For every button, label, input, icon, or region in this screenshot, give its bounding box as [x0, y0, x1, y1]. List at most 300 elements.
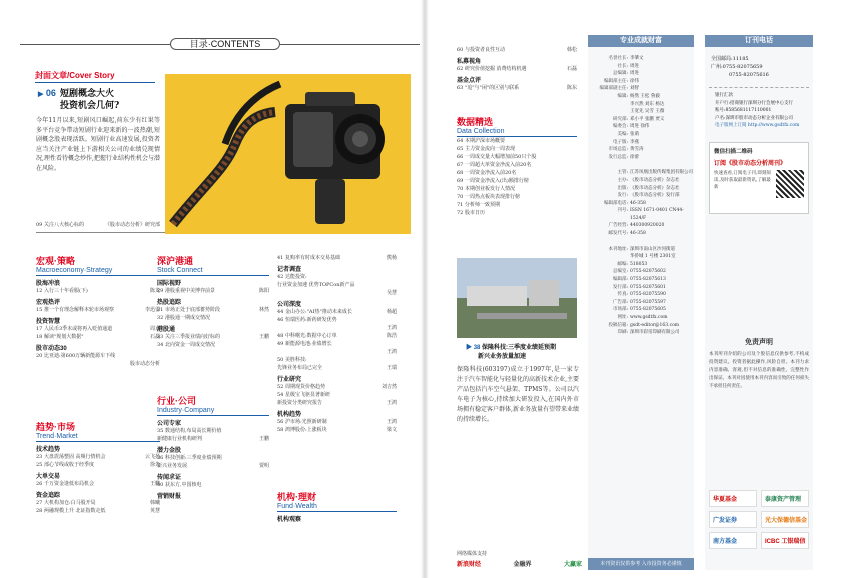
phone-3: 0755-82075616	[729, 72, 769, 78]
toc-item[interactable]	[36, 480, 160, 488]
toc-item[interactable]	[277, 364, 397, 372]
industry-section	[157, 394, 269, 500]
data-item[interactable]	[457, 193, 577, 201]
info-row	[588, 108, 694, 116]
category-heading: 大单交易	[36, 474, 61, 480]
toc-item-author: 韩松	[566, 47, 577, 53]
info-row	[588, 154, 694, 162]
toc-item[interactable]	[277, 340, 397, 348]
fund-subtitle: Fund·Wealth	[277, 503, 317, 510]
toc-item-title: 42 达能投资:	[277, 274, 307, 280]
info-row	[588, 139, 694, 147]
toc-item[interactable]	[277, 426, 397, 434]
toc-item-author: 王鸿	[386, 419, 397, 425]
toc-item[interactable]	[277, 289, 397, 297]
data-item[interactable]	[457, 137, 577, 145]
publisher-rows	[588, 161, 694, 237]
info-row	[588, 146, 694, 154]
data-item[interactable]	[457, 161, 577, 169]
info-value: 黄雪涛	[630, 147, 644, 153]
toc-item-title: 15 推一个有理念解释本轮市场观察	[36, 307, 114, 313]
info-row	[588, 63, 694, 71]
data-item[interactable]	[457, 201, 577, 209]
feature-headline[interactable]	[466, 342, 581, 360]
toc-item[interactable]	[277, 399, 397, 407]
info-row	[588, 284, 694, 292]
toc-item-author: 梁文	[386, 427, 397, 433]
toc-item[interactable]	[36, 507, 160, 515]
toc-item-author: 陈浩	[386, 333, 397, 339]
info-value: 深圳市南山区沙河街道	[630, 246, 675, 252]
info-value: 深圳市彩帝印刷有限公司	[630, 330, 680, 336]
info-key: 印刷:	[617, 330, 628, 336]
info-key	[588, 101, 628, 109]
page-gutter	[421, 0, 429, 578]
toc-item-author: 石磊	[566, 66, 577, 72]
film-camera-icon	[165, 74, 411, 234]
cover-photo-camera	[165, 74, 411, 234]
toc-item[interactable]	[277, 383, 397, 391]
factory-building-icon	[457, 258, 577, 338]
info-key: 本刊地址:	[608, 246, 628, 252]
info-value: 江苏凤凰出版传媒集团有限公司	[630, 170, 693, 176]
category-heading: 营销财报	[157, 494, 182, 500]
info-value: 徐蕾	[630, 154, 639, 160]
info-key: 编辑部副主任:	[599, 86, 628, 92]
category-heading: 公司专家	[157, 421, 182, 427]
info-value: 徐伟	[630, 78, 639, 84]
info-key: 传真:	[617, 292, 628, 298]
feature-body: 保隆科技(603197)成立于1997年,是一家专注于汽车智能化与轻量化的高新技术企业,主要产品包括汽车空气悬架、TPMS等。公司以汽车电子为核心,持续加大研发投入,在国内外市场拥有稳定客户群体,新业务放量有望带来业绩的持续增长。	[457, 366, 579, 423]
data-item-title: 67 一周超大单资金净流入前20名	[457, 162, 532, 168]
info-value: 《股市动态分析》杂志社	[630, 185, 680, 191]
toc-item-author: 王鹏	[258, 334, 269, 340]
info-value: 《股市动态分析》杂志社	[630, 177, 680, 183]
info-value: 李燕	[630, 139, 639, 145]
trend-section	[36, 420, 160, 515]
info-value: ISSN 1671-0401 CN44-1524/F	[630, 208, 684, 221]
info-key	[588, 108, 628, 116]
cover-story-number	[38, 88, 56, 98]
toc-item-title: 56 沪市场:光照新研制	[277, 419, 327, 425]
dayingjia-logo: 大赢家	[563, 562, 582, 568]
toc-item-author: 杨超	[386, 309, 397, 315]
cover-headline[interactable]	[60, 88, 119, 112]
toc-item[interactable]	[157, 435, 269, 443]
info-key: 研究部:	[612, 116, 628, 122]
info-row	[588, 291, 694, 299]
cover-body-text: 今年11月以来,短剧风口崛起,荷东少有红果等多平台竞争带动短剧行业迎来新的一波热潮,短剧概念股表现活跃。短剧行业高速发展,投资者应当关注产业链上下游相关公司的业绩兑现情况,理性看待概念炒作,把握行业结构性机会与潜在风险。	[36, 117, 160, 172]
info-key: 编委会:	[612, 124, 628, 130]
info-key: 总编辑:	[612, 71, 628, 77]
macro-list	[36, 278, 160, 368]
info-value: gsdt-editor@163.com	[630, 322, 680, 328]
info-key: 市场总监:	[608, 147, 628, 153]
cover-story-section	[35, 70, 155, 83]
toc-item-author: 林然	[258, 307, 269, 313]
category-heading: 宏观热评	[36, 300, 61, 306]
info-row	[588, 246, 694, 254]
info-row	[588, 306, 694, 314]
bank-name: 户名:深圳市股市动态分析企业有限公司	[715, 115, 794, 121]
info-key: 广告部:	[612, 299, 628, 305]
info-value: 0755-82075605	[630, 307, 666, 313]
toc-item[interactable]	[36, 499, 160, 507]
website-link[interactable]: 电子版网上订阅 http://www.gsdtfx.com	[715, 123, 800, 128]
toc-item[interactable]	[277, 418, 397, 426]
data-item-title: 72 股市日历	[457, 210, 485, 216]
factory-photo	[457, 258, 577, 338]
industry-subtitle: Industry·Company	[157, 407, 215, 414]
toc-item-author: 陈阳	[258, 288, 269, 294]
category-heading: 国际视野	[157, 281, 182, 287]
toc-item[interactable]	[277, 356, 397, 364]
info-row	[588, 192, 694, 200]
toc-item-author: 王鸿	[386, 325, 397, 331]
data-item[interactable]	[457, 209, 577, 217]
toc-item-title: 46 恒瑞医药:新药研发优势	[277, 317, 337, 323]
category-heading: 技术趋势	[36, 447, 61, 453]
data-item-title: 70 本期创业板发行人情况	[457, 186, 515, 192]
info-key: 邮编:	[617, 261, 628, 267]
disclaimer-block	[709, 333, 809, 391]
wechat-block	[709, 142, 809, 214]
toc-item[interactable]	[36, 287, 160, 295]
stock-section	[157, 254, 269, 349]
contents-label: 目录·CONTENTS	[170, 38, 280, 50]
info-value: 杨然 王松 鲁毅	[630, 93, 660, 99]
feature-number: 38	[473, 345, 481, 351]
toc-item-title: 36 科技创新:三季度业绩预期	[157, 455, 222, 461]
data-item-title: 70 一周热点板块表现排行榜	[457, 194, 520, 200]
data-item-title: 69 一周资金净流入(出)额排行榜	[457, 178, 529, 184]
data-item[interactable]	[457, 185, 577, 193]
info-row	[588, 268, 694, 276]
info-value: 周进 徐伟	[630, 124, 650, 130]
bank-branch: 开户行:招商银行深圳分行会展中心支行	[715, 100, 794, 106]
info-value: 46-358	[630, 231, 646, 237]
info-value: 440300920020	[630, 223, 665, 229]
toc-item[interactable]	[157, 333, 269, 341]
info-value: 邓小平 张鹏 贾义	[630, 116, 665, 122]
info-value: 46-358	[630, 200, 646, 206]
cover-headline-line1: 短剧概念大火	[60, 89, 115, 99]
info-value: www.gsdtfx.com	[630, 315, 668, 320]
toc-item-author: 王瑞	[386, 365, 397, 371]
phone-2: 广州:0755-82075659	[711, 64, 763, 70]
toc-item-author: 股市动态分析	[129, 361, 160, 367]
data-section	[457, 115, 577, 217]
info-row	[588, 70, 694, 78]
data-item-title: 65 主力资金流向一周表现	[457, 146, 515, 152]
toc-item-title: 20 比亚迪:第600万辆新能源车下线	[36, 353, 116, 359]
toc-item-title: 58 鸿博股份:上涨板块	[277, 427, 327, 433]
toc-item-author: 云飞扬	[144, 454, 160, 460]
contents-header	[20, 38, 420, 50]
info-key: 广告经营:	[608, 223, 628, 229]
trend-title: 趋势·市场	[36, 422, 75, 432]
info-key: 主办:	[617, 177, 628, 183]
toc-item[interactable]	[36, 352, 160, 360]
toc-item-title: 33 关注三季报业绩向好标的	[157, 334, 220, 340]
toc-item[interactable]	[157, 314, 269, 322]
info-key: 发行部:	[612, 284, 628, 290]
info-value: 0755-82075602	[630, 269, 666, 275]
toc-item-author: 韩曦	[149, 500, 160, 506]
toc-item-author: 吴慧	[386, 290, 397, 296]
toc-item[interactable]	[157, 462, 269, 470]
category-heading: 基金点评	[457, 78, 482, 84]
wechat-subtitle: 订阅《股市动态分析周刊》	[714, 160, 787, 167]
info-key: 电子版:	[612, 139, 628, 145]
toc-item-title: 29 港股重视中美博弈前景	[157, 288, 215, 294]
toc-item[interactable]	[277, 348, 397, 356]
disclaimer-title: 免责声明	[745, 339, 773, 346]
masthead-footer: 本刊资讯仅供参考 入市投资务必谨慎	[588, 558, 694, 570]
jrj-logo: 金融界	[513, 562, 532, 568]
toc-item-title: 28 两融规模上升 北证指数走低	[36, 508, 106, 514]
info-key: 邮发代号:	[608, 231, 628, 237]
info-key: 编辑部主任:	[603, 78, 628, 84]
toc-item[interactable]	[157, 481, 269, 489]
toc-item-author: 熊杨	[386, 255, 397, 261]
masthead-title: 专业成就财富	[588, 35, 694, 47]
info-key: 出版:	[617, 185, 628, 191]
toc-item-title: 31 市场正处于底部蓄势阶段	[157, 307, 220, 313]
toc-item-author: 周京	[149, 326, 160, 332]
contact-rows	[588, 238, 694, 337]
arrow-right-icon: ▶	[466, 345, 473, 351]
toc-item-title: 25 部心节线或收于经季度	[36, 462, 94, 468]
info-row	[588, 200, 694, 208]
toc-item-author: 陈龙	[149, 288, 160, 294]
sponsor-label: 网络媒体支持	[457, 551, 488, 557]
toc-item[interactable]	[457, 65, 577, 73]
info-key: 社长:	[617, 63, 628, 69]
toc-item-title: 26 千万资金逢低布局机会	[36, 481, 94, 487]
info-row	[588, 85, 694, 93]
info-value: 0755-82075613	[630, 277, 666, 283]
qr-code-icon[interactable]	[776, 170, 804, 198]
category-heading: 记者调查	[277, 267, 302, 273]
info-key: 市场部:	[612, 307, 628, 313]
info-value: 张萌	[630, 131, 639, 137]
toc-item-title: 35 数通结构,布局高长期价值	[157, 428, 222, 434]
info-row	[588, 230, 694, 238]
info-row	[588, 329, 694, 337]
info-row	[588, 261, 694, 269]
masthead-rows	[588, 47, 694, 161]
info-key	[588, 253, 628, 261]
cover-page-number: 06	[45, 88, 56, 98]
category-heading: 股市动态30	[36, 346, 67, 352]
data-subtitle: Data Collection	[457, 128, 505, 135]
category-heading: 公司深度	[277, 302, 302, 308]
arrow-right-icon: ▶	[38, 91, 44, 98]
bank-block	[709, 87, 809, 134]
toc-item-author: 王鸿	[386, 400, 397, 406]
toc-item-author: 石磊	[149, 334, 160, 340]
wechat-title: 微信扫描二维码	[714, 148, 753, 155]
toc-item-author: 英慧	[149, 508, 160, 514]
info-row	[588, 93, 694, 101]
data-item[interactable]	[457, 145, 577, 153]
data-item[interactable]	[457, 177, 577, 185]
info-row	[588, 123, 694, 131]
sponsor-logo: 广发证券	[709, 511, 757, 528]
toc-item[interactable]	[36, 453, 160, 461]
toc-item-title: 54 星级宝飞驱显著新研	[277, 392, 330, 398]
info-value: 518053	[630, 261, 648, 267]
toc-item[interactable]	[157, 287, 269, 295]
toc-item[interactable]	[36, 333, 160, 341]
toc-item[interactable]	[457, 46, 577, 54]
cover-story-title: 封面文章/Cover Story	[35, 71, 115, 80]
toc-item-title: 44 金山办公:"AI热"推动未来成长	[277, 309, 352, 315]
toc-item[interactable]	[277, 281, 397, 289]
toc-item-title: 63 "追"与"闲"的区别与联系	[457, 85, 520, 91]
cover-foot-item[interactable]	[36, 221, 160, 229]
disclaimer-text: 本刊所刊介绍的公司及个股信息仅供参考,不构成投资建议。投资者据此操作,风险自担。本刊力求内容准确、客观,但不对信息的准确性、完整性作出保证。本刊对因使用本刊内容而引致的任何损失不承担任何责任。	[709, 352, 809, 389]
info-key: 编辑:	[617, 93, 628, 99]
info-key: 总编室:	[612, 269, 628, 275]
info-key: 发行:	[617, 193, 628, 199]
info-row	[588, 169, 694, 177]
toc-item-title: 17 人民币3季末或将再入贬值通道	[36, 326, 113, 332]
toc-item-title: 52 周期现货价格趋势	[277, 384, 325, 390]
toc-item-title: 34 北向资金一周成交情况	[157, 342, 215, 348]
info-value: 0755-82075597	[630, 299, 666, 305]
category-heading: 潜力金股	[157, 448, 182, 454]
info-row	[588, 78, 694, 86]
right-top-list	[457, 46, 577, 92]
fund-title: 机构·理财	[277, 492, 316, 502]
data-item[interactable]	[457, 153, 577, 161]
sponsor-logo: 光大保德信基金	[761, 511, 809, 528]
toc-item-title: 先锋业务布局已完全	[277, 365, 323, 371]
toc-item-title: 62 研究价值挖掘 消费结构机遇	[457, 66, 527, 72]
toc-item[interactable]	[157, 454, 269, 462]
info-row	[588, 116, 694, 124]
fund-category: 机构观察	[277, 517, 302, 523]
toc-item[interactable]	[277, 316, 397, 324]
category-heading: 港股通	[157, 327, 176, 333]
info-row	[588, 253, 694, 261]
category-heading: 私募视角	[457, 59, 482, 65]
toc-item-author: 贾明	[258, 463, 269, 469]
fund-section	[277, 490, 397, 523]
info-key: 刊号:	[617, 208, 628, 214]
toc-item[interactable]	[157, 306, 269, 314]
toc-item[interactable]	[457, 84, 577, 92]
toc-item-title: 49 新能源电池:业绩增长	[277, 341, 332, 347]
info-row	[588, 185, 694, 193]
category-heading: 传闻求证	[157, 475, 182, 481]
sponsor-logo: ICBC 工银瑞信	[761, 532, 809, 549]
phone-block	[705, 47, 813, 87]
toc-item[interactable]	[277, 391, 397, 399]
toc-item-author: 李迅雷	[144, 307, 160, 313]
category-heading: 热股追踪	[157, 300, 182, 306]
info-row	[588, 101, 694, 109]
toc-item[interactable]	[36, 325, 160, 333]
info-value: 李肇文	[630, 56, 644, 61]
toc-item-author: 王鹏	[149, 481, 160, 487]
feature-headline2: 新兴业务放量加速	[478, 354, 527, 360]
category-heading: 股海冲浪	[36, 281, 61, 287]
industry-title: 行业·公司	[157, 396, 196, 406]
category-heading: 机构趋势	[277, 412, 302, 418]
category-heading: 投资智慧	[36, 319, 61, 325]
trend-list	[36, 444, 160, 515]
subscribe-title: 订刊电话	[705, 35, 813, 47]
item-title: 关注八大核心标的	[43, 222, 84, 228]
toc-item[interactable]	[157, 427, 269, 435]
sponsor-logo: 南方基金	[709, 532, 757, 549]
info-value: 华侨城 1 号楼 2301室	[630, 254, 676, 260]
toc-item[interactable]	[277, 324, 397, 332]
sina-logo: 新浪财经	[457, 562, 482, 568]
info-key: 名誉社长:	[608, 56, 628, 61]
info-key: 发行总监:	[608, 154, 628, 160]
toc-item[interactable]	[277, 273, 397, 281]
info-key: 美编:	[617, 131, 628, 137]
masthead-panel	[588, 35, 694, 570]
toc-item-author: 陈东	[566, 85, 577, 91]
data-item-title: 64 本期沪深市场概要	[457, 138, 505, 144]
item-number: 09	[36, 222, 43, 228]
data-title: 数据精选	[457, 117, 494, 127]
info-row	[588, 314, 694, 322]
info-row	[588, 131, 694, 139]
toc-item[interactable]	[277, 254, 397, 262]
category-heading: 资金追踪	[36, 493, 61, 499]
toc-item-title: 27 大机构加仓:白马股开局	[36, 500, 96, 506]
data-item-title: 66 一周成交量大幅增加前50只个股	[457, 154, 537, 160]
toc-item[interactable]	[157, 341, 269, 349]
toc-item[interactable]	[277, 308, 397, 316]
toc-item-title: 行业资金加速 优势TOPCon新产品	[277, 282, 355, 288]
info-key: 主管:	[617, 170, 628, 176]
bank-title: 银行汇款	[715, 93, 733, 98]
toc-item-title: 60 与投资者良性互动	[457, 47, 505, 53]
info-value: 李兴然 刘东 杨达	[630, 101, 665, 107]
mid-section	[277, 254, 397, 434]
toc-item[interactable]	[36, 306, 160, 314]
cover-headline-line2: 投资机会几何?	[60, 101, 120, 111]
data-item[interactable]	[457, 169, 577, 177]
toc-item[interactable]	[36, 461, 160, 469]
toc-item[interactable]	[36, 360, 160, 368]
toc-item-title: 新投资分类研究报告	[277, 400, 323, 406]
info-key: 编辑部电话:	[603, 200, 628, 206]
toc-item-title: 50 美胜科技:	[277, 357, 307, 363]
phone-1: 全国邮局:11185	[711, 56, 749, 62]
toc-item[interactable]	[277, 332, 397, 340]
toc-item-title: 32 港股通一期成交情况	[157, 315, 210, 321]
toc-item-title: 23 大盘震荡整固 高频行情机会	[36, 454, 106, 460]
info-key: 编辑部:	[612, 277, 628, 283]
toc-item-title: 新健康行业机构研判	[157, 436, 203, 442]
wechat-note: 快速查看,订阅电子刊,即刻阅读,及时获取最新资讯,了解最新	[714, 170, 771, 190]
feature-headline1: 保隆科技:三季度业绩延预期	[482, 345, 557, 351]
stock-list	[157, 278, 269, 349]
info-row	[588, 222, 694, 230]
trend-subtitle: Trend·Market	[36, 433, 78, 440]
data-item-title: 71 分析师一致预期	[457, 202, 500, 208]
toc-item-title: 40 获东方,中国核电	[157, 482, 202, 488]
mid-list	[277, 254, 397, 434]
